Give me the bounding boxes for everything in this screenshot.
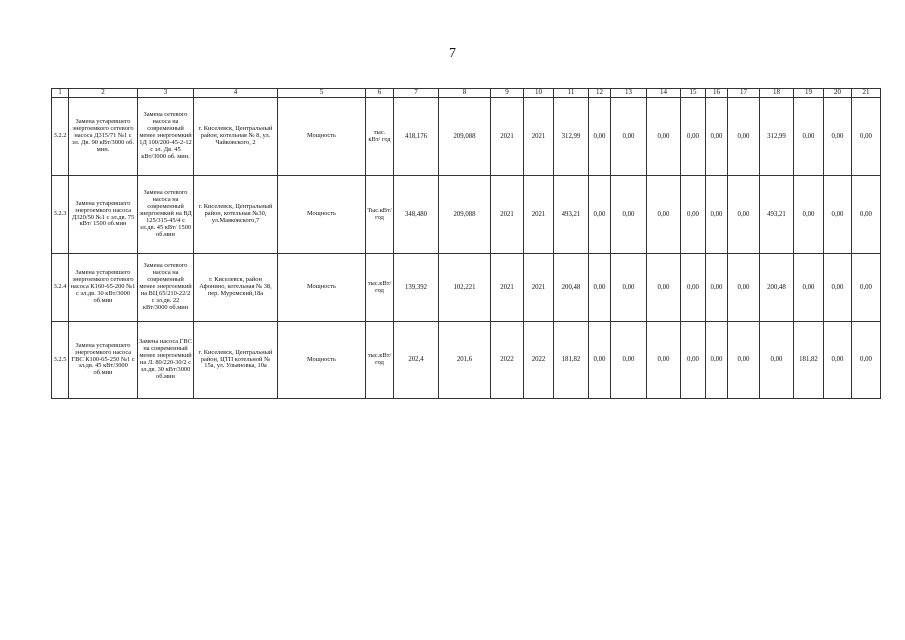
column-header: 1 — [52, 89, 69, 98]
row-id: 3.2.5 — [52, 322, 69, 399]
row-value: 0,00 — [824, 322, 852, 399]
measures-table — [51, 88, 881, 399]
column-header: 9 — [491, 89, 524, 98]
row-value: 0,00 — [681, 322, 706, 399]
column-header: 18 — [760, 89, 794, 98]
row-value: 0,00 — [852, 322, 881, 399]
row-unit: тыс.кВт/ год — [366, 322, 394, 399]
column-header: 16 — [706, 89, 728, 98]
row-value: 0,00 — [824, 98, 852, 176]
row-value: 0,00 — [706, 254, 728, 322]
row-name: Замена устаревшего энергоемкого насоса Д320/50 №1 с эл.дв. 75 кВт/ 1500 об.мин — [69, 176, 138, 254]
row-measure: Замена сетевого насоса на современный менее энергоемкий на ВЦ 65/210-22/2 с эл.дв. 22 кВт/3000 об.мин — [138, 254, 194, 322]
row-value: 0,00 — [728, 98, 760, 176]
row-value: 0,00 — [611, 254, 647, 322]
row-measure: Замена сетевого насоса на современный энергоемкий на ВД 125/315-45/4 с эл.дв. 45 кВт/ 1500 об.мин — [138, 176, 194, 254]
row-location: г. Киселевск, Центральный район, котельная №30, ул.Маяковского,7 — [194, 176, 278, 254]
row-id: 3.2.3 — [52, 176, 69, 254]
row-location: г. Киселевск, район Афонино, котельная № 38, пер. Муромский,18а — [194, 254, 278, 322]
row-value: 0,00 — [728, 176, 760, 254]
row-value: 0,00 — [760, 322, 794, 399]
row-value: 493,21 — [760, 176, 794, 254]
column-header: 21 — [852, 89, 881, 98]
column-header: 8 — [439, 89, 491, 98]
row-value: 348,480 — [394, 176, 439, 254]
row-value: 2021 — [491, 254, 524, 322]
row-value: 209,088 — [439, 98, 491, 176]
row-id: 3.2.4 — [52, 254, 69, 322]
row-value: 201,6 — [439, 322, 491, 399]
column-header: 17 — [728, 89, 760, 98]
row-name: Замена устаревшего энергоемкого насоса ГВС К100-65-250 №1 с эл.дв. 45 кВт/3000 об.мин — [69, 322, 138, 399]
row-value: 0,00 — [794, 254, 824, 322]
row-value: 0,00 — [728, 254, 760, 322]
header-row — [52, 89, 881, 98]
row-value: 0,00 — [589, 176, 611, 254]
row-value: 0,00 — [728, 322, 760, 399]
row-indicator: Мощность — [278, 98, 366, 176]
row-value: 0,00 — [611, 98, 647, 176]
row-name: Замена устаревшего энергоемкого сетевого насоса Д315/71 №1 с эл. Дв. 90 кВт/3000 об. мин. — [69, 98, 138, 176]
row-value: 2022 — [491, 322, 524, 399]
row-measure: Замена насоса ГВС на современный менее энергоемкий на Л. 80/220-30/2 с эл.дв. 30 кВт/3000 об.мин — [138, 322, 194, 399]
row-indicator: Мощность — [278, 322, 366, 399]
column-header: 5 — [278, 89, 366, 98]
row-value: 0,00 — [681, 98, 706, 176]
row-measure: Замена сетевого насоса на современный менее энергоемкий 1Д 100/200-45-2-12 с эл. Дв. 45 кВт/3000 об. мин. — [138, 98, 194, 176]
row-value: 0,00 — [706, 322, 728, 399]
row-value: 312,99 — [554, 98, 589, 176]
row-value: 2021 — [524, 98, 554, 176]
row-value: 312,99 — [760, 98, 794, 176]
table-row — [52, 322, 881, 399]
row-value: 0,00 — [647, 98, 681, 176]
row-unit: тыс. кВт/ год — [366, 98, 394, 176]
row-value: 102,221 — [439, 254, 491, 322]
row-value: 2021 — [491, 98, 524, 176]
row-value: 0,00 — [589, 254, 611, 322]
row-value: 2021 — [524, 176, 554, 254]
page-number: 7 — [449, 46, 456, 61]
row-value: 181,82 — [794, 322, 824, 399]
row-unit: тыс.кВт/ год — [366, 254, 394, 322]
table-row — [52, 254, 881, 322]
row-location: г. Киселевск, Центральный район, ЦТП котельной № 15а, ул. Ульяновка, 10а — [194, 322, 278, 399]
column-header: 2 — [69, 89, 138, 98]
row-value: 0,00 — [794, 98, 824, 176]
row-value: 0,00 — [647, 176, 681, 254]
row-value: 209,088 — [439, 176, 491, 254]
row-value: 493,21 — [554, 176, 589, 254]
column-header: 14 — [647, 89, 681, 98]
column-header: 10 — [524, 89, 554, 98]
row-value: 0,00 — [589, 322, 611, 399]
row-value: 0,00 — [681, 254, 706, 322]
row-indicator: Мощность — [278, 254, 366, 322]
row-name: Замена устаревшего энергоемкого сетевого насоса К160-65-200 №1 с эл.дв. 30 кВт/3000 об.мин — [69, 254, 138, 322]
column-header: 3 — [138, 89, 194, 98]
row-value: 0,00 — [852, 98, 881, 176]
row-value: 0,00 — [647, 254, 681, 322]
column-header: 15 — [681, 89, 706, 98]
row-value: 0,00 — [824, 176, 852, 254]
row-value: 181,82 — [554, 322, 589, 399]
row-value: 0,00 — [852, 176, 881, 254]
column-header: 4 — [194, 89, 278, 98]
row-value: 2021 — [491, 176, 524, 254]
table-row — [52, 98, 881, 176]
row-value: 0,00 — [611, 176, 647, 254]
table-row — [52, 176, 881, 254]
row-value: 200,48 — [554, 254, 589, 322]
column-header: 11 — [554, 89, 589, 98]
row-value: 0,00 — [824, 254, 852, 322]
row-value: 139,392 — [394, 254, 439, 322]
row-value: 2021 — [524, 254, 554, 322]
row-value: 0,00 — [681, 176, 706, 254]
row-value: 0,00 — [589, 98, 611, 176]
column-header: 20 — [824, 89, 852, 98]
column-header: 19 — [794, 89, 824, 98]
column-header: 7 — [394, 89, 439, 98]
column-header: 13 — [611, 89, 647, 98]
column-header: 12 — [589, 89, 611, 98]
column-header: 6 — [366, 89, 394, 98]
row-value: 0,00 — [611, 322, 647, 399]
row-value: 202,4 — [394, 322, 439, 399]
row-value: 200,48 — [760, 254, 794, 322]
row-indicator: Мощность — [278, 176, 366, 254]
row-value: 0,00 — [706, 176, 728, 254]
row-id: 3.2.2 — [52, 98, 69, 176]
row-value: 0,00 — [647, 322, 681, 399]
row-value: 2022 — [524, 322, 554, 399]
row-location: г. Киселевск, Центральный район, котельная № 8, ул. Чайковского, 2 — [194, 98, 278, 176]
row-value: 0,00 — [794, 176, 824, 254]
row-value: 0,00 — [852, 254, 881, 322]
row-value: 0,00 — [706, 98, 728, 176]
row-unit: Тыс.кВт/ год — [366, 176, 394, 254]
row-value: 418,176 — [394, 98, 439, 176]
